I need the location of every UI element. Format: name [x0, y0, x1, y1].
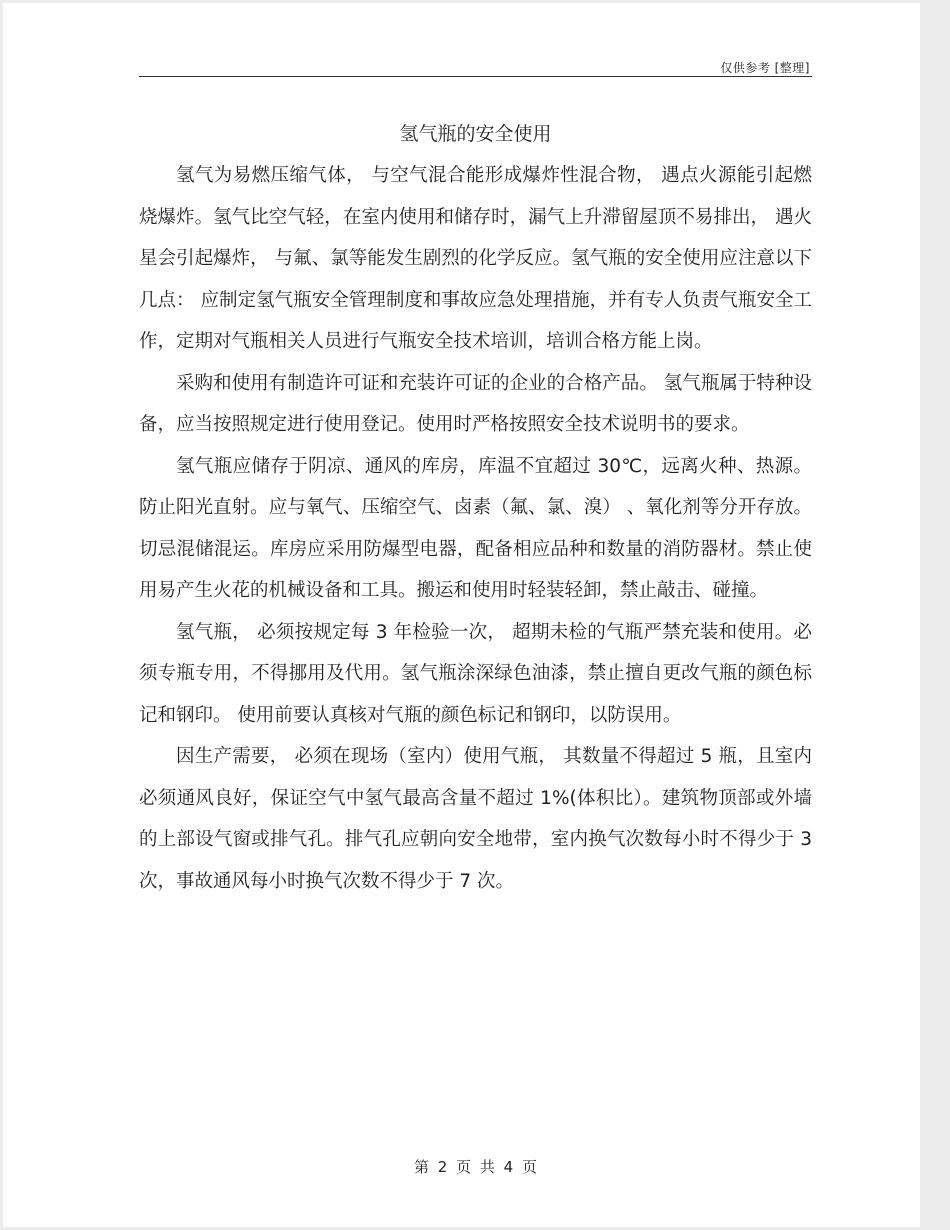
paragraph: 因生产需要， 必须在现场（室内）使用气瓶， 其数量不得超过 5 瓶，且室内必须通风良好，保证空气中氢气最高含量不超过 1%(体积比）。建筑物顶部或外墙的上部设气窗或排气孔。排气孔应朝向安全地带，室内换气次数每小时不得少于 3 次，事故通风每小时换气次数不得少于 7 次。 [139, 746, 812, 892]
paragraph: 氢气瓶应储存于阴凉、通风的库房，库温不宜超过 30℃，远离火种、热源。防止阳光直射。应与氧气、压缩空气、卤素（氟、氯、溴） 、氧化剂等分开存放。切忌混储混运。库房应采用防爆型电器，配备相应品种和数量的消防器材。禁止使用易产生火花的机械设备和工具。搬运和使用时轻装轻卸，禁止敲击、碰撞。 [139, 455, 812, 601]
paragraph: 氢气为易燃压缩气体， 与空气混合能形成爆炸性混合物， 遇点火源能引起燃烧爆炸。氢气比空气轻，在室内使用和储存时，漏气上升滞留屋顶不易排出， 遇火星会引起爆炸， 与氟、氯等能发生剧烈的化学反应。氢气瓶的安全使用应注意以下几点： 应制定氢气瓶安全管理制度和事故应急处理措施，并有专人负责气瓶安全工作，定期对气瓶相关人员进行气瓶安全技术培训，培训合格方能上岗。 [139, 165, 812, 352]
document-title: 氢气瓶的安全使用 [399, 123, 552, 145]
document-page [3, 3, 920, 1227]
paragraph: 氢气瓶， 必须按规定每 3 年检验一次， 超期未检的气瓶严禁充装和使用。必须专瓶专用，不得挪用及代用。氢气瓶涂深绿色油漆，禁止擅自更改气瓶的颜色标记和钢印。 使用前要认真核对气瓶的颜色标记和钢印，以防误用。 [139, 621, 812, 726]
header-divider [139, 76, 812, 77]
page-number: 第 2 页 共 4 页 [414, 1158, 537, 1176]
paragraph: 采购和使用有制造许可证和充装许可证的企业的合格产品。 氢气瓶属于特种设备，应当按照规定进行使用登记。使用时严格按照安全技术说明书的要求。 [139, 372, 812, 435]
document-body [139, 155, 812, 902]
header-label: 仅供参考 [整理] [720, 61, 810, 75]
